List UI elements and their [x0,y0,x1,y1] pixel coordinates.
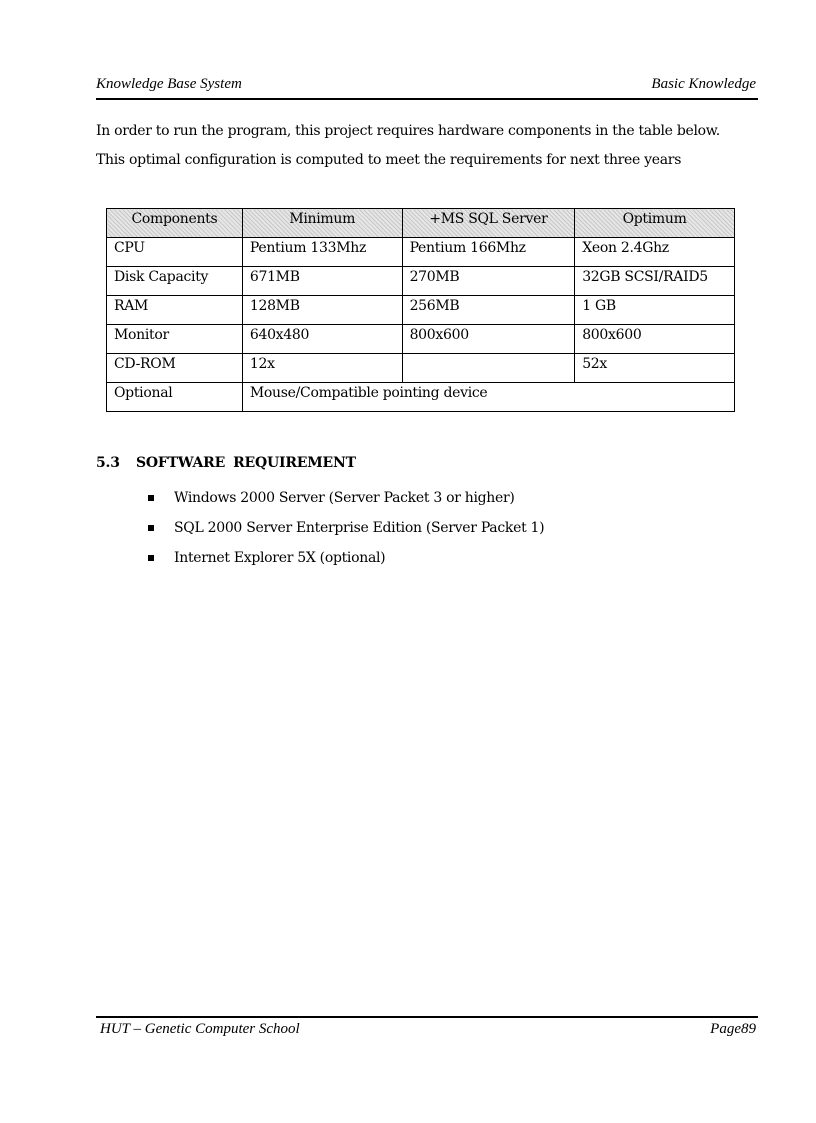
header-section: Basic Knowledge [651,76,756,92]
section-title-word-2: REQUIREMENT [233,455,356,471]
table-cell [402,354,575,383]
header-title: Knowledge Base System [96,76,242,92]
table-row [107,296,735,325]
table-cell: 256MB [402,296,575,325]
page-header [96,76,758,100]
square-bullet-icon [148,495,154,501]
table-cell: Xeon 2.4Ghz [575,238,735,267]
table-row-optional [107,383,735,412]
table-cell: 800x600 [575,325,735,354]
software-requirements-list [146,483,544,573]
table-row [107,354,735,383]
section-title-word-1: SOFTWARE [136,455,226,471]
intro-paragraph [96,117,758,175]
table-cell: 32GB SCSI/RAID5 [575,267,735,296]
table-cell-merged: Mouse/Compatible pointing device [242,383,734,412]
table-cell: Disk Capacity [107,267,243,296]
header-components: Components [107,209,243,238]
header-ms-sql-server: +MS SQL Server [402,209,575,238]
intro-line-2: This optimal configuration is computed to meet the requirements for next three years [96,152,682,168]
square-bullet-icon [148,525,154,531]
list-item-text: SQL 2000 Server Enterprise Edition (Server Packet 1) [174,520,545,536]
table-cell: 671MB [242,267,402,296]
table-cell: 128MB [242,296,402,325]
section-heading [96,455,356,471]
header-minimum: Minimum [242,209,402,238]
table-cell: CD-ROM [107,354,243,383]
list-item [146,543,544,573]
table-cell: 270MB [402,267,575,296]
footer-school: HUT – Genetic Computer School [100,1021,300,1037]
page-footer [96,1016,758,1037]
table-row [107,238,735,267]
list-item-text: Windows 2000 Server (Server Packet 3 or higher) [174,490,515,506]
table-cell: Optional [107,383,243,412]
table-row [107,267,735,296]
footer-page-number: Page89 [710,1021,756,1037]
table-cell: 640x480 [242,325,402,354]
table-cell: 800x600 [402,325,575,354]
table-cell: Pentium 133Mhz [242,238,402,267]
intro-line-1: In order to run the program, this project requires hardware components in the table below. [96,123,720,139]
section-number: 5.3 [96,455,120,471]
square-bullet-icon [148,555,154,561]
table-cell: 52x [575,354,735,383]
table-cell: CPU [107,238,243,267]
table-cell: 12x [242,354,402,383]
table-cell: RAM [107,296,243,325]
hardware-requirements-table [106,208,735,412]
table-row [107,325,735,354]
list-item [146,483,544,513]
table-header-row [107,209,735,238]
table-cell: Monitor [107,325,243,354]
table-cell: Pentium 166Mhz [402,238,575,267]
list-item-text: Internet Explorer 5X (optional) [174,550,386,566]
table-cell: 1 GB [575,296,735,325]
header-optimum: Optimum [575,209,735,238]
list-item [146,513,544,543]
